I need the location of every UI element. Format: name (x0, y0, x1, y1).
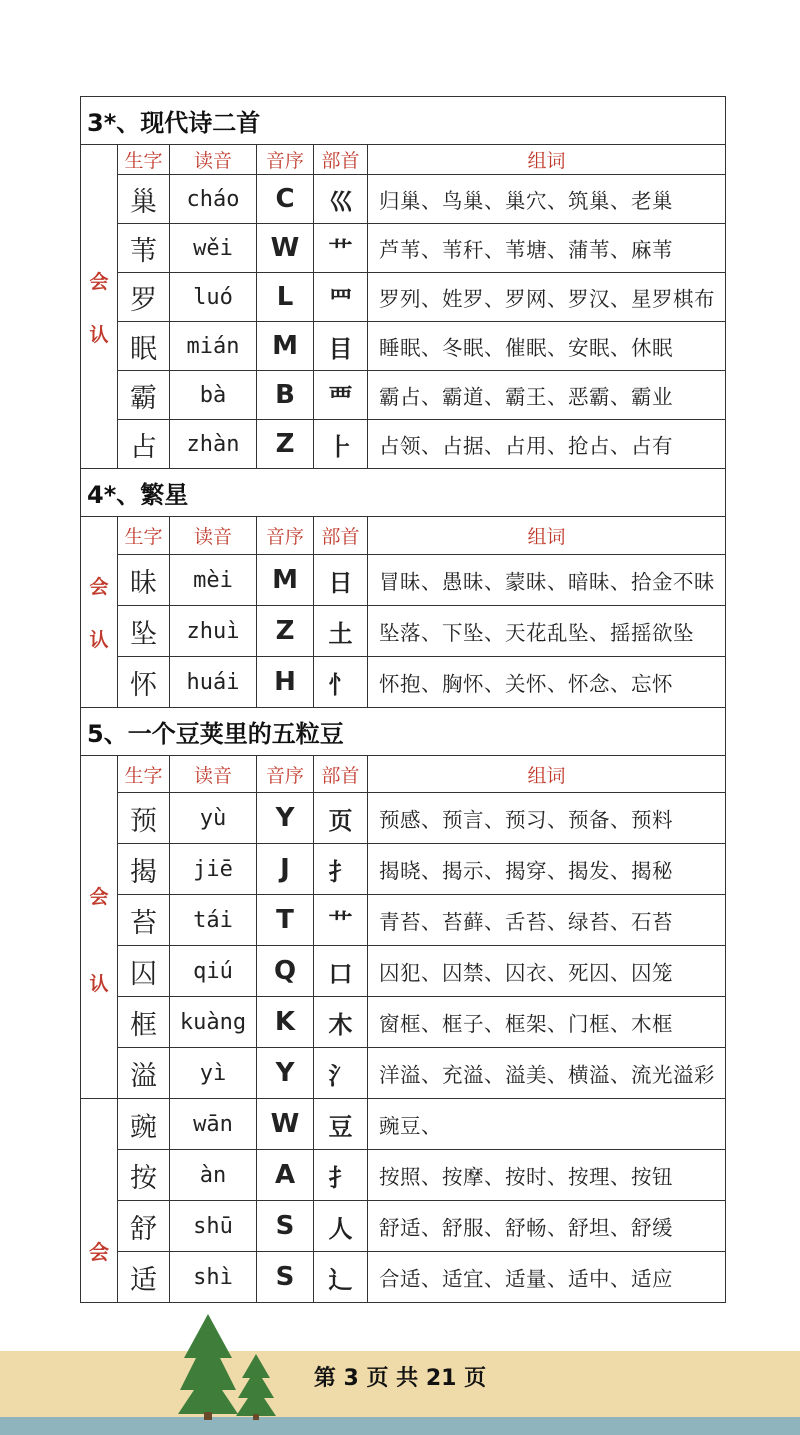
char-cell: 适 (118, 1252, 170, 1303)
radical-cell: 罒 (314, 273, 368, 322)
group-label-column (81, 1099, 118, 1303)
section-title: 4*、繁星 (81, 469, 726, 517)
pinyin-cell: zhàn (170, 420, 257, 469)
radical-cell: 忄 (314, 657, 368, 708)
index-cell: C (257, 175, 314, 224)
pinyin-cell: zhuì (170, 606, 257, 657)
char-cell: 揭 (118, 844, 170, 895)
pinyin-cell: mèi (170, 555, 257, 606)
index-cell: Q (257, 946, 314, 997)
table-row (81, 1252, 726, 1303)
words-cell: 冒昧、愚昧、蒙昧、暗昧、拾金不昧 (368, 555, 726, 606)
header-words: 组词 (368, 145, 726, 175)
header-radical: 部首 (314, 756, 368, 793)
group-label: 认 (89, 323, 109, 346)
header-pinyin: 读音 (170, 756, 257, 793)
char-cell: 巢 (118, 175, 170, 224)
group-label: 会 (89, 576, 109, 598)
table-row (81, 844, 726, 895)
footer-water-strip (0, 1417, 800, 1435)
char-cell: 眠 (118, 322, 170, 371)
words-cell: 预感、预言、预习、预备、预料 (368, 793, 726, 844)
char-cell: 占 (118, 420, 170, 469)
section-title: 5、一个豆荚里的五粒豆 (81, 708, 726, 756)
words-cell: 合适、适宜、适量、适中、适应 (368, 1252, 726, 1303)
index-cell: B (257, 371, 314, 420)
index-cell: Y (257, 1048, 314, 1099)
words-cell: 占领、占据、占用、抢占、占有 (368, 420, 726, 469)
radical-cell: 目 (314, 322, 368, 371)
radical-cell: 扌 (314, 1150, 368, 1201)
table-row (81, 946, 726, 997)
header-char: 生字 (118, 145, 170, 175)
words-cell: 窗框、框子、框架、门框、木框 (368, 997, 726, 1048)
radical-cell: 艹 (314, 224, 368, 273)
char-cell: 溢 (118, 1048, 170, 1099)
words-cell: 霸占、霸道、霸王、恶霸、霸业 (368, 371, 726, 420)
header-radical: 部首 (314, 517, 368, 555)
pinyin-cell: shì (170, 1252, 257, 1303)
vocabulary-table (80, 96, 726, 1303)
section-title: 3*、现代诗二首 (81, 97, 726, 145)
table-row (81, 793, 726, 844)
words-cell: 揭晓、揭示、揭穿、揭发、揭秘 (368, 844, 726, 895)
index-cell: J (257, 844, 314, 895)
pinyin-cell: yù (170, 793, 257, 844)
char-cell: 豌 (118, 1099, 170, 1150)
radical-cell: 日 (314, 555, 368, 606)
radical-cell: 氵 (314, 1048, 368, 1099)
index-cell: M (257, 555, 314, 606)
words-cell: 囚犯、囚禁、囚衣、死囚、囚笼 (368, 946, 726, 997)
words-cell: 罗列、姓罗、罗网、罗汉、星罗棋布 (368, 273, 726, 322)
index-cell: H (257, 657, 314, 708)
header-pinyin: 读音 (170, 145, 257, 175)
group-label-column (81, 145, 118, 469)
index-cell: K (257, 997, 314, 1048)
index-cell: Z (257, 420, 314, 469)
char-cell: 罗 (118, 273, 170, 322)
char-cell: 怀 (118, 657, 170, 708)
pinyin-cell: jiē (170, 844, 257, 895)
header-index: 音序 (257, 145, 314, 175)
radical-cell: 豆 (314, 1099, 368, 1150)
table-row (81, 895, 726, 946)
pinyin-cell: àn (170, 1150, 257, 1201)
radical-cell: 木 (314, 997, 368, 1048)
table-row (81, 1150, 726, 1201)
table-row (81, 1048, 726, 1099)
table-row (81, 1201, 726, 1252)
table-row (81, 657, 726, 708)
radical-cell: 巛 (314, 175, 368, 224)
header-words: 组词 (368, 756, 726, 793)
table-row (81, 273, 726, 322)
pinyin-cell: yì (170, 1048, 257, 1099)
pinyin-cell: kuàng (170, 997, 257, 1048)
header-char: 生字 (118, 756, 170, 793)
radical-cell: ⺊ (314, 420, 368, 469)
index-cell: S (257, 1252, 314, 1303)
words-cell: 芦苇、苇秆、苇塘、蒲苇、麻苇 (368, 224, 726, 273)
index-cell: S (257, 1201, 314, 1252)
header-radical: 部首 (314, 145, 368, 175)
index-cell: T (257, 895, 314, 946)
pinyin-cell: cháo (170, 175, 257, 224)
words-cell: 按照、按摩、按时、按理、按钮 (368, 1150, 726, 1201)
char-cell: 框 (118, 997, 170, 1048)
index-cell: L (257, 273, 314, 322)
group-label: 会 (89, 1240, 109, 1264)
index-cell: A (257, 1150, 314, 1201)
radical-cell: 覀 (314, 371, 368, 420)
table-row (81, 997, 726, 1048)
words-cell: 睡眠、冬眠、催眠、安眠、休眠 (368, 322, 726, 371)
words-cell: 舒适、舒服、舒畅、舒坦、舒缓 (368, 1201, 726, 1252)
index-cell: W (257, 224, 314, 273)
char-cell: 坠 (118, 606, 170, 657)
group-label-column (81, 756, 118, 1099)
header-char: 生字 (118, 517, 170, 555)
header-index: 音序 (257, 756, 314, 793)
index-cell: Y (257, 793, 314, 844)
pinyin-cell: bà (170, 371, 257, 420)
char-cell: 囚 (118, 946, 170, 997)
index-cell: M (257, 322, 314, 371)
table-row (81, 322, 726, 371)
table-row (81, 420, 726, 469)
radical-cell: 口 (314, 946, 368, 997)
index-cell: Z (257, 606, 314, 657)
pinyin-cell: luó (170, 273, 257, 322)
pinyin-cell: wěi (170, 224, 257, 273)
char-cell: 霸 (118, 371, 170, 420)
radical-cell: 页 (314, 793, 368, 844)
table-row (81, 555, 726, 606)
words-cell: 归巢、鸟巢、巢穴、筑巢、老巢 (368, 175, 726, 224)
index-cell: W (257, 1099, 314, 1150)
radical-cell: 土 (314, 606, 368, 657)
words-cell: 青苔、苔藓、舌苔、绿苔、石苔 (368, 895, 726, 946)
group-label: 会 (89, 270, 109, 293)
radical-cell: 人 (314, 1201, 368, 1252)
char-cell: 预 (118, 793, 170, 844)
pinyin-cell: mián (170, 322, 257, 371)
char-cell: 舒 (118, 1201, 170, 1252)
table-row (81, 606, 726, 657)
char-cell: 苔 (118, 895, 170, 946)
table-row (81, 224, 726, 273)
words-cell: 怀抱、胸怀、关怀、怀念、忘怀 (368, 657, 726, 708)
table-row (81, 1099, 726, 1150)
pinyin-cell: shū (170, 1201, 257, 1252)
words-cell: 洋溢、充溢、溢美、横溢、流光溢彩 (368, 1048, 726, 1099)
group-label: 会 (89, 886, 109, 908)
char-cell: 昧 (118, 555, 170, 606)
pinyin-cell: huái (170, 657, 257, 708)
group-label-column (81, 517, 118, 708)
header-words: 组词 (368, 517, 726, 555)
pinyin-cell: qiú (170, 946, 257, 997)
char-cell: 苇 (118, 224, 170, 273)
words-cell: 豌豆、 (368, 1099, 726, 1150)
table-row (81, 371, 726, 420)
header-pinyin: 读音 (170, 517, 257, 555)
words-cell: 坠落、下坠、天花乱坠、摇摇欲坠 (368, 606, 726, 657)
char-cell: 按 (118, 1150, 170, 1201)
group-label: 认 (89, 629, 109, 651)
header-index: 音序 (257, 517, 314, 555)
table-row (81, 175, 726, 224)
page-number: 第 3 页 共 21 页 (313, 1366, 487, 1391)
group-label: 认 (89, 973, 109, 995)
pinyin-cell: tái (170, 895, 257, 946)
radical-cell: 艹 (314, 895, 368, 946)
radical-cell: 扌 (314, 844, 368, 895)
radical-cell: 辶 (314, 1252, 368, 1303)
pinyin-cell: wān (170, 1099, 257, 1150)
